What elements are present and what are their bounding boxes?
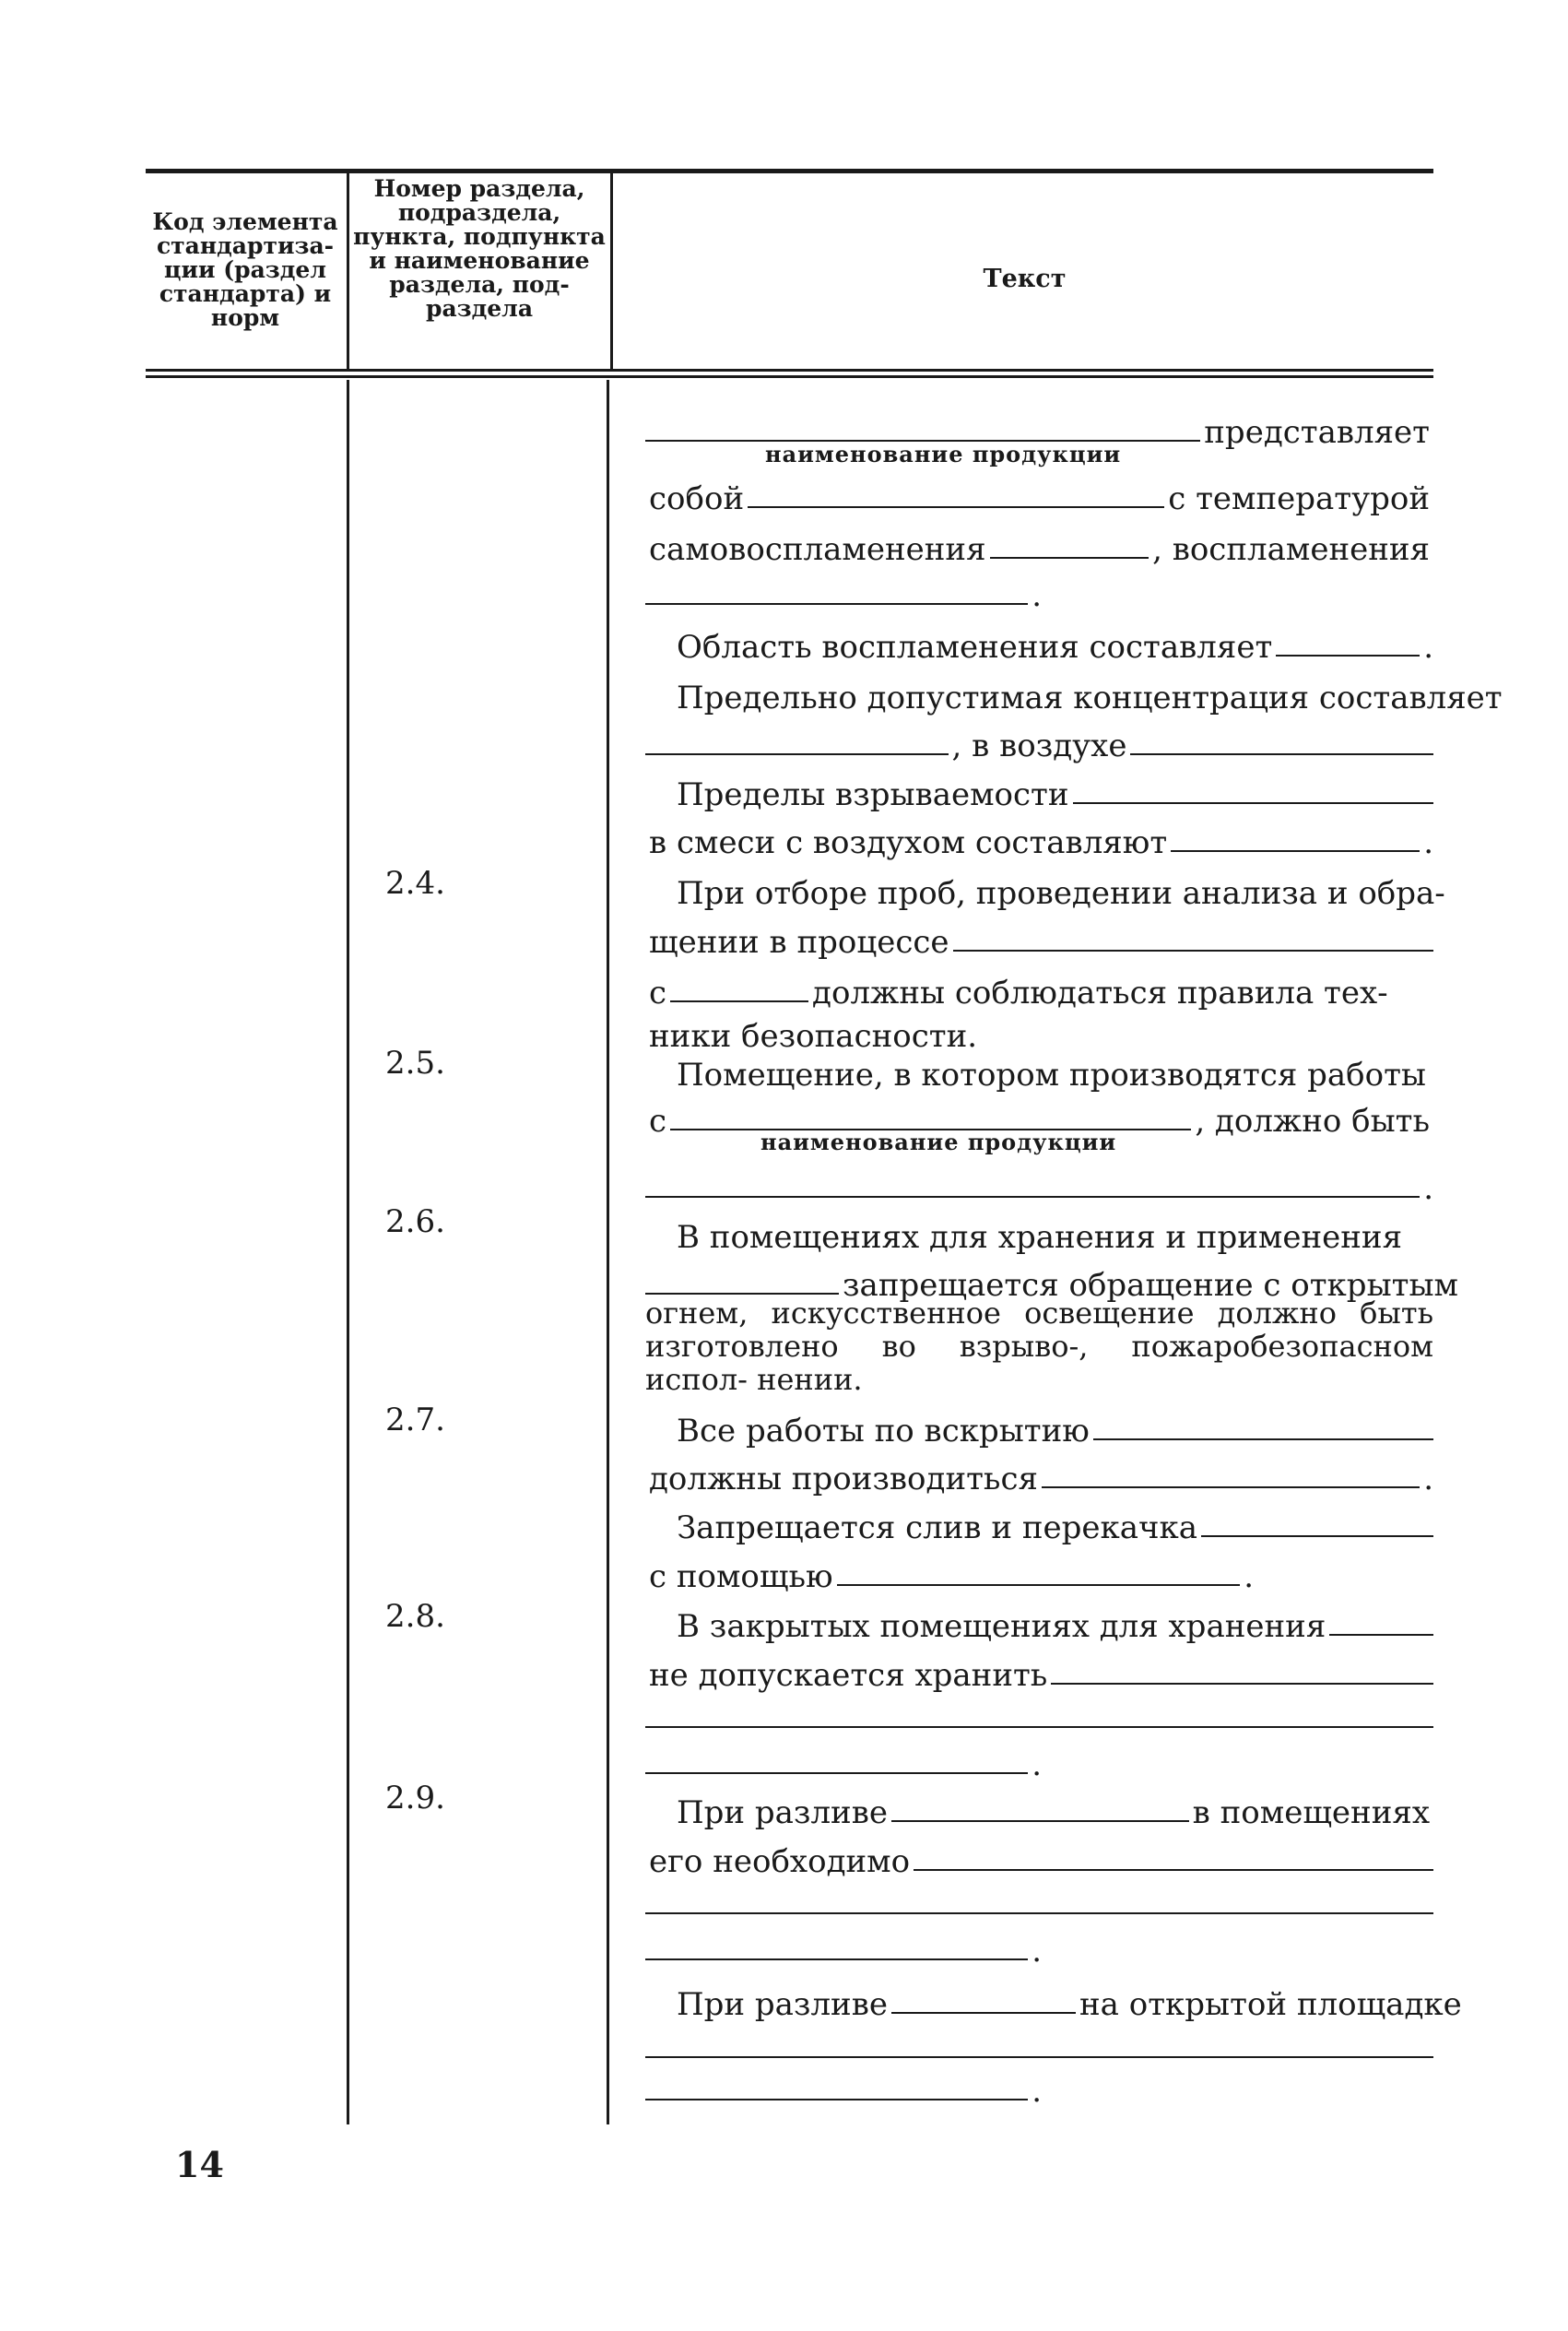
header-col-code: Код элемента стандартиза- ции (раздел стандарта) и норм [152, 208, 338, 331]
text-line [645, 2027, 1433, 2067]
text-line: Запрещается слив и перекачка [645, 1506, 1433, 1546]
text-line: При отборе проб, проведении анализа и обра- [677, 875, 1445, 912]
caption-product: наименование продукции [765, 441, 1122, 467]
text-line: в смеси с воздухом составляют . [649, 824, 1433, 861]
section-number: 2.6. [385, 1203, 445, 1240]
text-line: . [645, 1743, 1042, 1783]
text-line: ники безопасности. [649, 1018, 978, 1055]
text-line: с должны соблюдаться правила тех- [649, 975, 1388, 1012]
section-number: 2.5. [385, 1045, 445, 1082]
text-paragraph: огнем, искусственное освещение должно быть изготовлено во взрыво-, пожаробезопасном испол- нении. [645, 1296, 1433, 1397]
text-line: . [645, 574, 1042, 614]
caption-product: наименование продукции [760, 1129, 1117, 1155]
text-line: запрещается обращение с открытым [645, 1263, 1433, 1304]
header-col-section: Номер раздела, подраздела, пункта, подпункта и наименование раздела, под- раздела [353, 175, 606, 322]
col-divider-2 [607, 380, 609, 2124]
header-col-text: Текст [983, 265, 1067, 293]
text-line: самовоспламенения , воспламенения [649, 531, 1430, 568]
section-number: 2.9. [385, 1780, 445, 1816]
text-line: Пределы взрываемости [645, 773, 1433, 813]
text-line: Предельно допустимая концентрация составляет [677, 680, 1503, 716]
text-line: с , должно быть [649, 1103, 1430, 1140]
section-number: 2.8. [385, 1598, 445, 1635]
text-line: должны производиться . [649, 1461, 1433, 1497]
text-line: , в воздухе [645, 724, 1433, 764]
col-divider-1-header [347, 173, 349, 369]
header-rule-1 [146, 369, 1433, 372]
text-line: . [645, 1929, 1042, 1970]
text-line [645, 1697, 1433, 1737]
section-number: 2.4. [385, 865, 445, 902]
col-divider-2-header [610, 173, 613, 369]
text-line: . [645, 1166, 1433, 1207]
header-rule-2 [146, 375, 1433, 378]
text-line: Помещение, в котором производятся работы [677, 1057, 1426, 1094]
text-line: Область воспламенения составляет . [677, 629, 1433, 666]
text-line: В закрытых помещениях для хранения [645, 1604, 1433, 1645]
text-line: В помещениях для хранения и применения [677, 1219, 1403, 1256]
text-line: Все работы по вскрытию [645, 1409, 1433, 1449]
text-line: с помощью . [649, 1558, 1254, 1595]
section-number: 2.7. [385, 1402, 445, 1438]
top-rule [146, 169, 1433, 173]
text-line: не допускается хранить [645, 1653, 1433, 1694]
text-line: его необходимо [645, 1840, 1433, 1880]
text-line: При разливе в помещениях [677, 1794, 1430, 1831]
text-line [645, 1883, 1433, 1923]
text-line: собой с температурой [649, 480, 1430, 517]
page-number: 14 [175, 2144, 224, 2185]
text-line: При разливе на открытой площадке [677, 1986, 1462, 2023]
text-line: представляет [645, 410, 1433, 451]
col-divider-1 [347, 380, 349, 2124]
text-line: щении в процессе [645, 920, 1433, 961]
text-line: . [645, 2069, 1042, 2110]
